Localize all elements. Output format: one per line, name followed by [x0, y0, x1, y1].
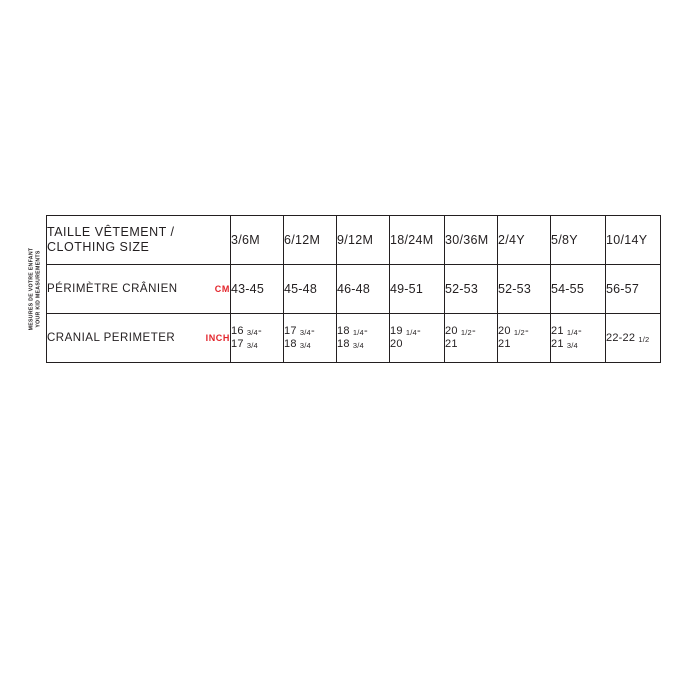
row-label-cell-cm — [47, 265, 231, 314]
cell-cm-3: 49-51 — [390, 265, 445, 314]
cell-cm-1: 45-48 — [284, 265, 337, 314]
cell-inch-4-top: 20 1/2- — [445, 325, 476, 337]
cell-cm-2: 46-48 — [337, 265, 390, 314]
header-size-4: 30/36M — [445, 216, 498, 265]
cell-inch-7 — [606, 314, 661, 363]
cell-inch-3-top: 19 1/4- — [390, 325, 421, 337]
side-label-line-en: YOUR KID MEASUREMENTS — [35, 250, 42, 328]
cell-inch-3 — [390, 314, 445, 363]
row-label-inch: CRANIAL PERIMETER — [47, 332, 176, 344]
cell-inch-4-bottom: 21 — [445, 338, 458, 350]
side-label-line-fr: MESURES DE VOTRE ENFANT — [28, 247, 35, 331]
header-size-2: 9/12M — [337, 216, 390, 265]
cell-inch-0 — [231, 314, 284, 363]
header-label-line2: CLOTHING SIZE — [47, 240, 150, 254]
table-row-cm — [47, 265, 661, 314]
cell-inch-5-bottom: 21 — [498, 338, 511, 350]
cell-inch-2-bottom: 18 3/4 — [337, 338, 364, 350]
header-size-1: 6/12M — [284, 216, 337, 265]
row-label-cm: PÉRIMÈTRE CRÂNIEN — [47, 283, 178, 295]
header-size-3: 18/24M — [390, 216, 445, 265]
row-label-cell-inch — [47, 314, 231, 363]
header-size-0: 3/6M — [231, 216, 284, 265]
cell-inch-3-bottom: 20 — [390, 338, 403, 350]
header-label-line1: TAILLE VÊTEMENT / — [47, 225, 175, 239]
cell-inch-6-bottom: 21 3/4 — [551, 338, 578, 350]
cell-inch-0-bottom: 17 3/4 — [231, 338, 258, 350]
cell-inch-1-top: 17 3/4- — [284, 325, 315, 337]
cell-inch-0-top: 16 3/4- — [231, 325, 262, 337]
header-size-6: 5/8Y — [551, 216, 606, 265]
header-size-7: 10/14Y — [606, 216, 661, 265]
row-unit-cm: CM — [214, 284, 230, 294]
side-label — [24, 215, 46, 363]
header-size-5: 2/4Y — [498, 216, 551, 265]
cell-inch-1 — [284, 314, 337, 363]
row-unit-inch: INCH — [205, 333, 230, 343]
cell-inch-5 — [498, 314, 551, 363]
table-header-row — [47, 216, 661, 265]
cell-inch-5-top: 20 1/2- — [498, 325, 529, 337]
cell-inch-1-bottom: 18 3/4 — [284, 338, 311, 350]
table-row-inch — [47, 314, 661, 363]
cell-cm-0: 43-45 — [231, 265, 284, 314]
cell-cm-6: 54-55 — [551, 265, 606, 314]
header-label-cell — [47, 216, 231, 265]
cell-inch-2-top: 18 1/4- — [337, 325, 368, 337]
cell-cm-5: 52-53 — [498, 265, 551, 314]
cell-inch-2 — [337, 314, 390, 363]
size-table — [46, 215, 661, 363]
cell-inch-7-top: 22-22 1/2 — [606, 331, 650, 344]
cell-inch-6-top: 21 1/4- — [551, 325, 582, 337]
cell-cm-7: 56-57 — [606, 265, 661, 314]
cell-inch-6 — [551, 314, 606, 363]
size-chart — [24, 215, 658, 363]
cell-inch-4 — [445, 314, 498, 363]
cell-cm-4: 52-53 — [445, 265, 498, 314]
